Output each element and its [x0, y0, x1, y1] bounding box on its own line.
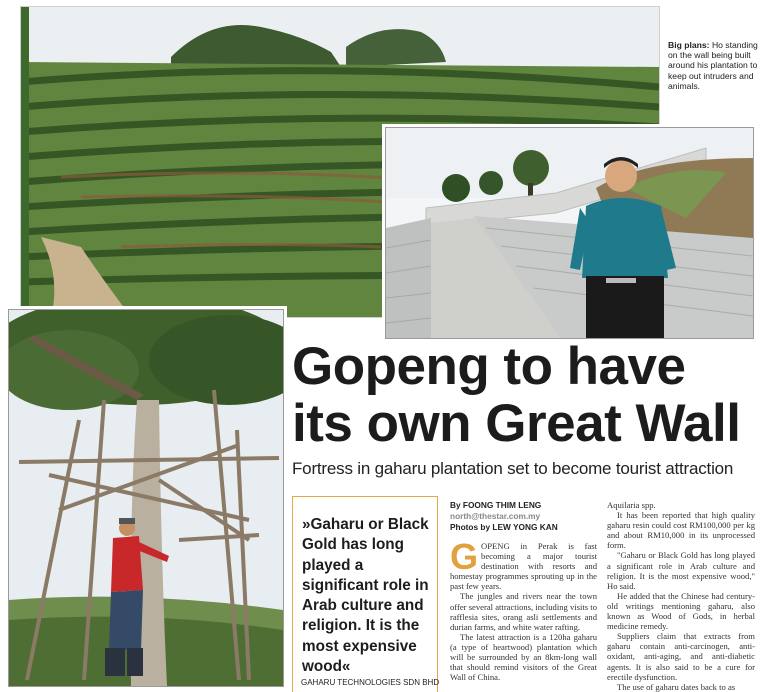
byline — [450, 500, 595, 533]
article-paragraph: The jungles and rivers near the town offer several attractions, including visits to rafflesia sites, orang asli settlements and durian farms, and white water rafting. — [450, 591, 597, 632]
byline-photos: Photos by LEW YONG KAN — [450, 522, 558, 532]
article-paragraph: GOPENG in Perak is fast becoming a major tourist destination with resorts and homestay programmes sprouting up in the past few years. — [450, 536, 597, 592]
article-paragraph: Aquilaria spp. — [607, 500, 656, 510]
article-paragraph: He added that the Chinese had century-old writings mentioning gaharu, also known as Wood of Gods, in herbal medicine remedy. — [607, 590, 755, 632]
article-paragraph: The latest attraction is a 120ha gaharu (a type of heartwood) plantation which will be surrounded by an 8km-long wall that should remind visitors of the Great Wall of China. — [450, 631, 597, 683]
drop-cap: G — [450, 536, 479, 577]
article-column-2 — [607, 500, 755, 692]
article-paragraph: "Gaharu or Black Gold has long played a significant role in Arab culture and religion. It is the most expensive wood," Ho said. — [607, 550, 755, 591]
photo-caption — [668, 40, 760, 91]
article-column-1 — [450, 536, 597, 683]
subheadline: Fortress in gaharu plantation set to become tourist attraction — [292, 459, 734, 478]
article-paragraph: Suppliers claim that extracts from gaharu contain anti-carcinogen, anti-oxidant, anti-aging, and anti-diabetic agents. It is also said to be a cure for erectile dysfunction. — [607, 631, 755, 682]
headline — [292, 338, 760, 452]
article-paragraph: The use of gaharu dates back to as — [617, 681, 736, 692]
caption-lead: Big plans: — [668, 40, 710, 50]
caption-text: Ho standing on the wall being built around his plantation to keep out intruders and animals. — [668, 40, 758, 91]
headline-line-1: Gopeng to have — [292, 337, 686, 396]
byline-email: north@thestar.com.my — [450, 511, 541, 521]
pull-quote: »Gaharu or Black Gold has long played a significant role in Arab culture and religion. It is the most expensive wood« — [292, 496, 438, 692]
wall-illustration — [386, 128, 753, 338]
pull-quote-source: GAHARU TECHNOLOGIES SDN BHD — [301, 678, 440, 687]
article-paragraph: It has been reported that high quality gaharu resin could cost RM100,000 per kg and about RM10,000 in its unprocessed form. — [607, 510, 755, 551]
tree-illustration — [9, 310, 283, 686]
photo-wall-with-ho — [385, 127, 754, 339]
photo-tree-scaffold — [8, 309, 284, 687]
byline-author: By FOONG THIM LENG — [450, 500, 542, 510]
headline-line-2: its own Great Wall — [292, 394, 741, 453]
